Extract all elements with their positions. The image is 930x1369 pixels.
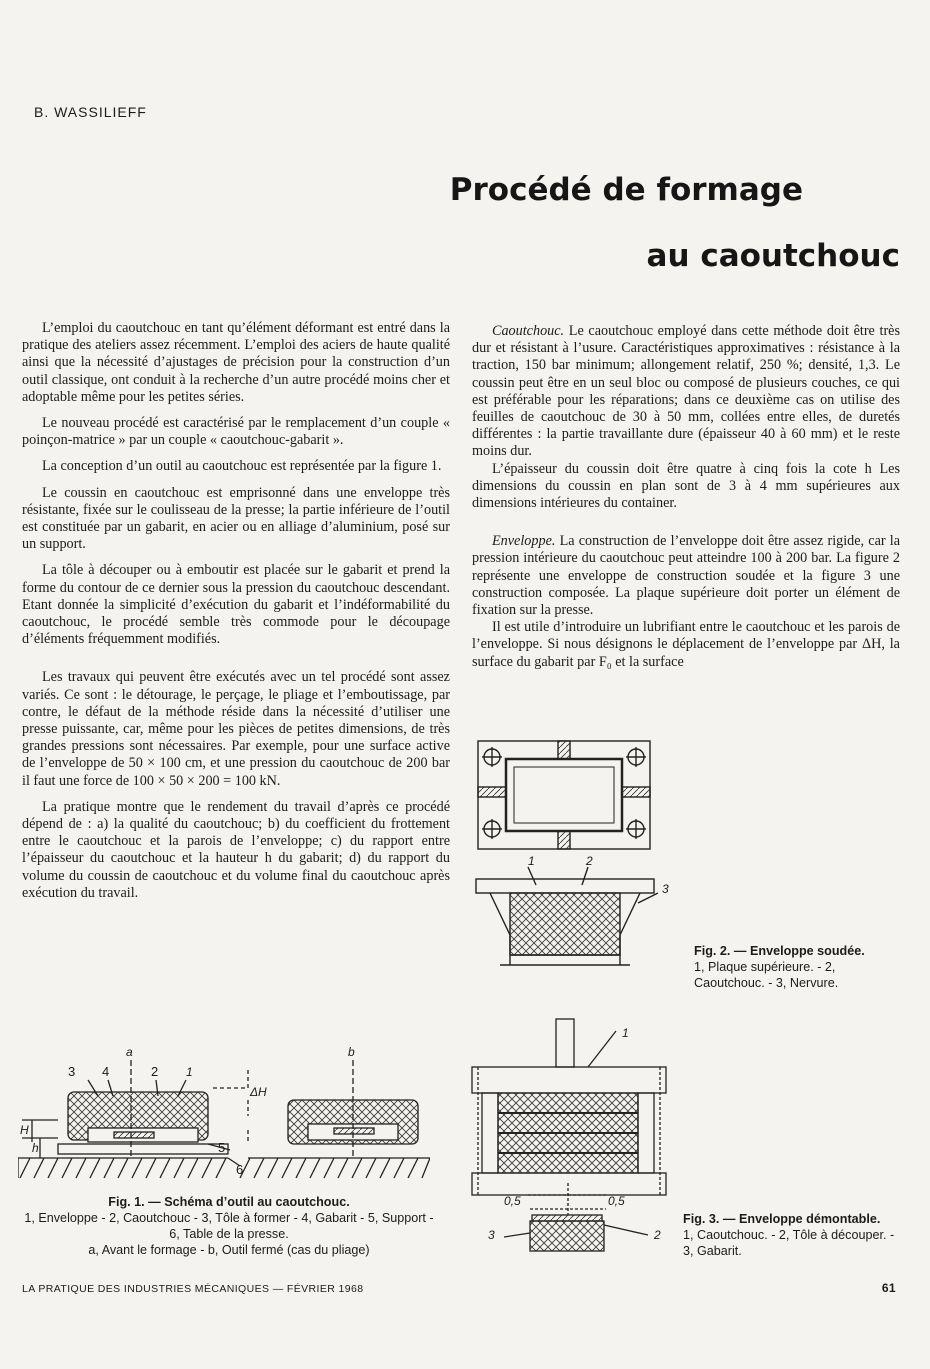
fig3-label-d2: 0,5 (608, 1194, 625, 1208)
fig1-label-dH: ΔH (250, 1085, 267, 1099)
caption-title: Fig. 1. — Schéma d’outil au caoutchouc. (108, 1195, 350, 1209)
fig2-label-1: 1 (528, 854, 535, 868)
caption-text: 1, Plaque supérieure. - 2, Caoutchouc. - 3, Nervure. (694, 960, 839, 990)
page-number: 61 (881, 1281, 896, 1295)
fig1-label-2: 2 (151, 1064, 159, 1079)
paragraph: Les travaux qui peuvent être exécutés avec un tel procédé sont assez variés. Ce sont : le détourage, le perçage, le pliage et l’emboutissage, par contre, le défaut de la méthode réside dans la nécessité d’utiliser une presse puissante, car, même pour les pièces de petites dimensions, de très grandes pressions sont nécessaires. Par exemple, pour une surface active de l’enveloppe de 50 × 100 cm, et une pression du caoutchouc de 200 bar il faut une force de 100 × 50 × 200 = 100 kN. (22, 669, 450, 789)
author: B. WASSILIEFF (34, 104, 147, 120)
paragraph: L’emploi du caoutchouc en tant qu’élément déformant est entré dans la pratique des ateliers assez récemment. L’emploi des aciers de haute qualité ainsi que la nécessité d’ajustages de précision pour la construction d’un outil classique, ont conduit à la recherche d’un autre procédé moins cher et adoptable même pour les petites séries. (22, 320, 450, 405)
figure-1-caption (20, 1194, 438, 1258)
left-column (22, 320, 450, 902)
right-column (472, 323, 900, 671)
caption-text: a, Avant le formage - b, Outil fermé (cas du pliage) (88, 1243, 370, 1257)
paragraph: La pratique montre que le rendement du travail d’après ce procédé dépend de : a) la qualité du caoutchouc; b) du coefficient du frottement entre le caoutchouc et la parois de l’enveloppe; c) du rapport entre l’épaisseur du caoutchouc et la hauteur h du gabarit; d) du rapport du volume du coussin de caoutchouc et du volume final du caoutchouc après exécution du travail. (22, 798, 450, 901)
figure-3-caption (683, 1211, 908, 1259)
caption-text: 1, Enveloppe - 2, Caoutchouc - 3, Tôle à former - 4, Gabarit - 5, Support - 6, Table de la presse. (24, 1211, 434, 1241)
fig1-label-6: 6 (236, 1162, 244, 1177)
paragraph-enveloppe (472, 533, 900, 619)
figure-2-drawing (470, 735, 685, 980)
fig1-label-a: a (126, 1045, 133, 1059)
fig1-label-1: 1 (186, 1065, 193, 1079)
footer-journal: LA PRATIQUE DES INDUSTRIES MÉCANIQUES — FÉVRIER 1968 (22, 1283, 364, 1295)
paragraph-text: La construction de l’enveloppe doit être assez rigide, car la pression intérieure du caoutchouc peut atteindre 100 à 200 bar. La figure 2 représente une enveloppe de construction soudée et la figure 3 une construction composée. La plaque supérieure doit porter un élément de fixation sur la presse. (472, 533, 900, 619)
fig1-label-4: 4 (102, 1064, 110, 1079)
paragraph: Le nouveau procédé est caractérisé par le remplacement d’un couple « poinçon-matrice » par un couple « caoutchouc-gabarit ». (22, 415, 450, 449)
paragraph: Il est utile d’introduire un lubrifiant entre le caoutchouc et les parois de l’enveloppe. Si nous désignons le déplacement de l’enveloppe par ΔH, la surface du gabarit par F₀ et la surface (472, 619, 900, 670)
fig1-label-h: h (32, 1141, 39, 1155)
caption-text: 1, Caoutchouc. - 2, Tôle à découper. - 3, Gabarit. (683, 1228, 895, 1258)
figure-2-caption (694, 943, 904, 991)
article-title-line2: au caoutchouc (646, 238, 900, 274)
fig1-label-5: 5 (218, 1140, 226, 1155)
caption-title: Fig. 2. — Enveloppe soudée. (694, 944, 865, 958)
paragraph: L’épaisseur du coussin doit être quatre à cinq fois la cote h Les dimensions du coussin en plan sont de 3 à 4 mm supérieures aux dimensions intérieures du container. (472, 460, 900, 512)
fig3-label-1: 1 (622, 1026, 629, 1040)
article-title-line1: Procédé de formage (449, 172, 803, 208)
fig3-label-3: 3 (488, 1228, 495, 1242)
paragraph: Le coussin en caoutchouc est emprisonné dans une enveloppe très résistante, fixée sur le coulisseau de la presse; la partie inférieure de l’outil est constituée par un gabarit, en acier ou en alliage d’aluminium, posé sur un support. (22, 484, 450, 553)
figure-1-drawing (18, 1040, 430, 1188)
paragraph-text: Le caoutchouc employé dans cette méthode doit être très dur et résistant à l’usure. Caractéristiques approximatives : résistance à la traction, 150 bar minimum; allongement relatif, 250 %; densité, 1,3. Le coussin peut être en un seul bloc ou composé de plusieurs couches, ce qui est préférable pour les réparations; dans ce deuxième cas on utilise des feuilles de caoutchouc de 30 à 50 mm, collées entre elles, de duretés différentes : la partie travaillante dure (épaisseur 40 à 60 mm) et le reste moins dur. (472, 323, 900, 460)
fig1-label-b: b (348, 1045, 355, 1059)
figure-3-drawing (468, 1015, 678, 1255)
section-head: Caoutchouc. (492, 323, 565, 339)
fig1-label-3: 3 (68, 1064, 76, 1079)
fig3-label-d1: 0,5 (504, 1194, 521, 1208)
fig2-label-3: 3 (662, 882, 669, 896)
section-head: Enveloppe. (492, 533, 556, 550)
paragraph-caoutchouc (472, 323, 900, 461)
caption-title: Fig. 3. — Enveloppe démontable. (683, 1212, 881, 1226)
paragraph: La tôle à découper ou à emboutir est placée sur le gabarit et prend la forme du contour de ce dernier sous la pression du caoutchouc descendant. Etant donnée la simplicité d’exécution du gabarit et l’indéformabilité du caoutchouc, le procédé semble très commode pour le découpage d’éléments fréquemment modifiés. (22, 562, 450, 648)
fig2-label-2: 2 (586, 854, 593, 868)
fig1-label-H: H (20, 1123, 29, 1137)
paragraph: La conception d’un outil au caoutchouc est représentée par la figure 1. (42, 458, 442, 475)
fig3-label-2: 2 (654, 1228, 661, 1242)
